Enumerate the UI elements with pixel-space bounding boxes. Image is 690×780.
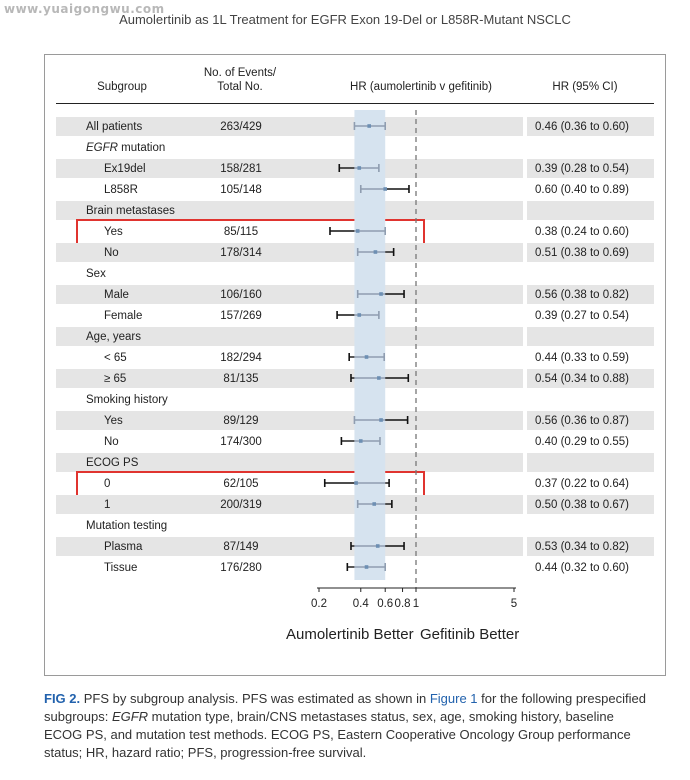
hr-point xyxy=(365,355,369,359)
subgroup-label: 0 xyxy=(104,478,111,490)
subgroup-label: L858R xyxy=(104,184,138,196)
hr-ci-value: 0.46 (0.36 to 0.60) xyxy=(535,121,629,133)
events-total: 178/314 xyxy=(220,247,262,259)
caption-figure-label: FIG 2. xyxy=(44,691,81,706)
hr-point xyxy=(379,418,383,422)
hr-point xyxy=(372,502,376,506)
subgroup-header-label: Smoking history xyxy=(86,394,168,406)
events-total: 263/429 xyxy=(220,121,262,133)
subgroup-header-label: ECOG PS xyxy=(86,457,139,469)
hr-ci-value: 0.37 (0.22 to 0.64) xyxy=(535,478,629,490)
hr-ci-value: 0.44 (0.33 to 0.59) xyxy=(535,352,629,364)
header-hr-ci: HR (95% CI) xyxy=(552,81,618,93)
events-total: 157/269 xyxy=(220,310,262,322)
running-title: Aumolertinib as 1L Treatment for EGFR Exon 19-Del or L858R-Mutant NSCLC xyxy=(119,12,571,27)
hr-point xyxy=(374,250,378,254)
events-total: 81/135 xyxy=(223,373,259,385)
caption-text-1: PFS by subgroup analysis. PFS was estimated as shown in xyxy=(80,691,430,706)
right-direction-label: Gefitinib Better xyxy=(420,626,520,643)
caption-text-2: for the following prespecified subgroups: xyxy=(44,691,646,724)
subgroup-label: Yes xyxy=(104,226,123,238)
subgroup-label: Ex19del xyxy=(104,163,146,175)
hr-ci-value: 0.39 (0.28 to 0.54) xyxy=(535,163,629,175)
subgroup-label: No xyxy=(104,436,119,448)
hr-point xyxy=(357,166,361,170)
events-total: 158/281 xyxy=(220,163,262,175)
events-total: 89/129 xyxy=(223,415,259,427)
hr-point xyxy=(376,544,380,548)
subgroup-label: Plasma xyxy=(104,541,143,553)
caption-italic-gene: EGFR xyxy=(111,709,149,724)
hr-ci-value: 0.54 (0.34 to 0.88) xyxy=(535,373,629,385)
overall-ci-band xyxy=(354,110,385,580)
x-axis-tick-label: 0.4 xyxy=(352,598,369,610)
header-events-line1: No. of Events/ xyxy=(203,67,277,79)
subgroup-header-label: Sex xyxy=(86,268,106,280)
hr-point xyxy=(356,229,360,233)
hr-point xyxy=(379,292,383,296)
hr-ci-value: 0.56 (0.36 to 0.87) xyxy=(535,415,629,427)
caption-text-3: mutation type, brain/CNS metastases status, sex, age, smoking history, baseline ECOG PS, and mutation test methods. ECOG PS, Eastern Cooperative Oncology Group performance status; HR, hazard ratio; PFS, progression-free survival. xyxy=(44,709,631,760)
hr-point xyxy=(377,376,381,380)
hr-point xyxy=(354,481,358,485)
events-total: 85/115 xyxy=(223,226,259,238)
x-axis-tick-label: 5 xyxy=(510,598,518,610)
x-axis-tick-label: 0.8 xyxy=(394,598,411,610)
events-total: 105/148 xyxy=(220,184,262,196)
x-axis-tick-label: 0.6 xyxy=(377,598,394,610)
subgroup-header-label: Mutation testing xyxy=(86,520,168,532)
hr-ci-value: 0.56 (0.38 to 0.82) xyxy=(535,289,629,301)
subgroup-label: Female xyxy=(104,310,143,322)
subgroup-header-label: Age, years xyxy=(86,331,141,343)
header-subgroup: Subgroup xyxy=(97,81,147,93)
hr-ci-value: 0.40 (0.29 to 0.55) xyxy=(535,436,629,448)
hr-ci-value: 0.39 (0.27 to 0.54) xyxy=(535,310,629,322)
subgroup-label: ≥ 65 xyxy=(104,373,127,385)
subgroup-label: < 65 xyxy=(104,352,127,364)
subgroup-label-italic: EGFR xyxy=(86,142,118,154)
hr-ci-value: 0.38 (0.24 to 0.60) xyxy=(535,226,629,238)
hr-point xyxy=(357,313,361,317)
events-total: 176/280 xyxy=(220,562,262,574)
events-total: 174/300 xyxy=(220,436,262,448)
figure-caption xyxy=(44,690,652,762)
events-total: 87/149 xyxy=(223,541,259,553)
header-hr-plot: HR (aumolertinib v gefitinib) xyxy=(350,81,492,93)
subgroup-label: No xyxy=(104,247,119,259)
subgroup-label: Yes xyxy=(104,415,123,427)
x-axis-tick-label: 0.2 xyxy=(311,598,327,610)
hr-point xyxy=(359,439,363,443)
watermark: www.yuaigongwu.com xyxy=(4,2,165,16)
subgroup-label: Male xyxy=(104,289,129,301)
subgroup-label: 1 xyxy=(104,499,111,511)
hr-ci-value: 0.44 (0.32 to 0.60) xyxy=(535,562,629,574)
hr-point xyxy=(367,124,371,128)
events-total: 62/105 xyxy=(223,478,259,490)
subgroup-header-label: Brain metastases xyxy=(86,205,175,217)
hr-ci-value: 0.50 (0.38 to 0.67) xyxy=(535,499,629,511)
x-axis-tick-label: 1 xyxy=(412,598,420,610)
caption-figure-link[interactable]: Figure 1 xyxy=(429,691,478,706)
hr-ci-value: 0.60 (0.40 to 0.89) xyxy=(535,184,629,196)
events-total: 182/294 xyxy=(220,352,262,364)
subgroup-label: Tissue xyxy=(104,562,138,574)
subgroup-label: All patients xyxy=(86,121,143,133)
subgroup-label-rest: mutation xyxy=(117,142,166,154)
hr-point xyxy=(365,565,369,569)
events-total: 106/160 xyxy=(220,289,262,301)
hr-ci-value: 0.53 (0.34 to 0.82) xyxy=(535,541,629,553)
hr-point xyxy=(383,187,387,191)
events-total: 200/319 xyxy=(220,499,262,511)
hr-ci-value: 0.51 (0.38 to 0.69) xyxy=(535,247,629,259)
header-events-line2: Total No. xyxy=(217,81,263,93)
left-direction-label: Aumolertinib Better xyxy=(286,626,414,643)
